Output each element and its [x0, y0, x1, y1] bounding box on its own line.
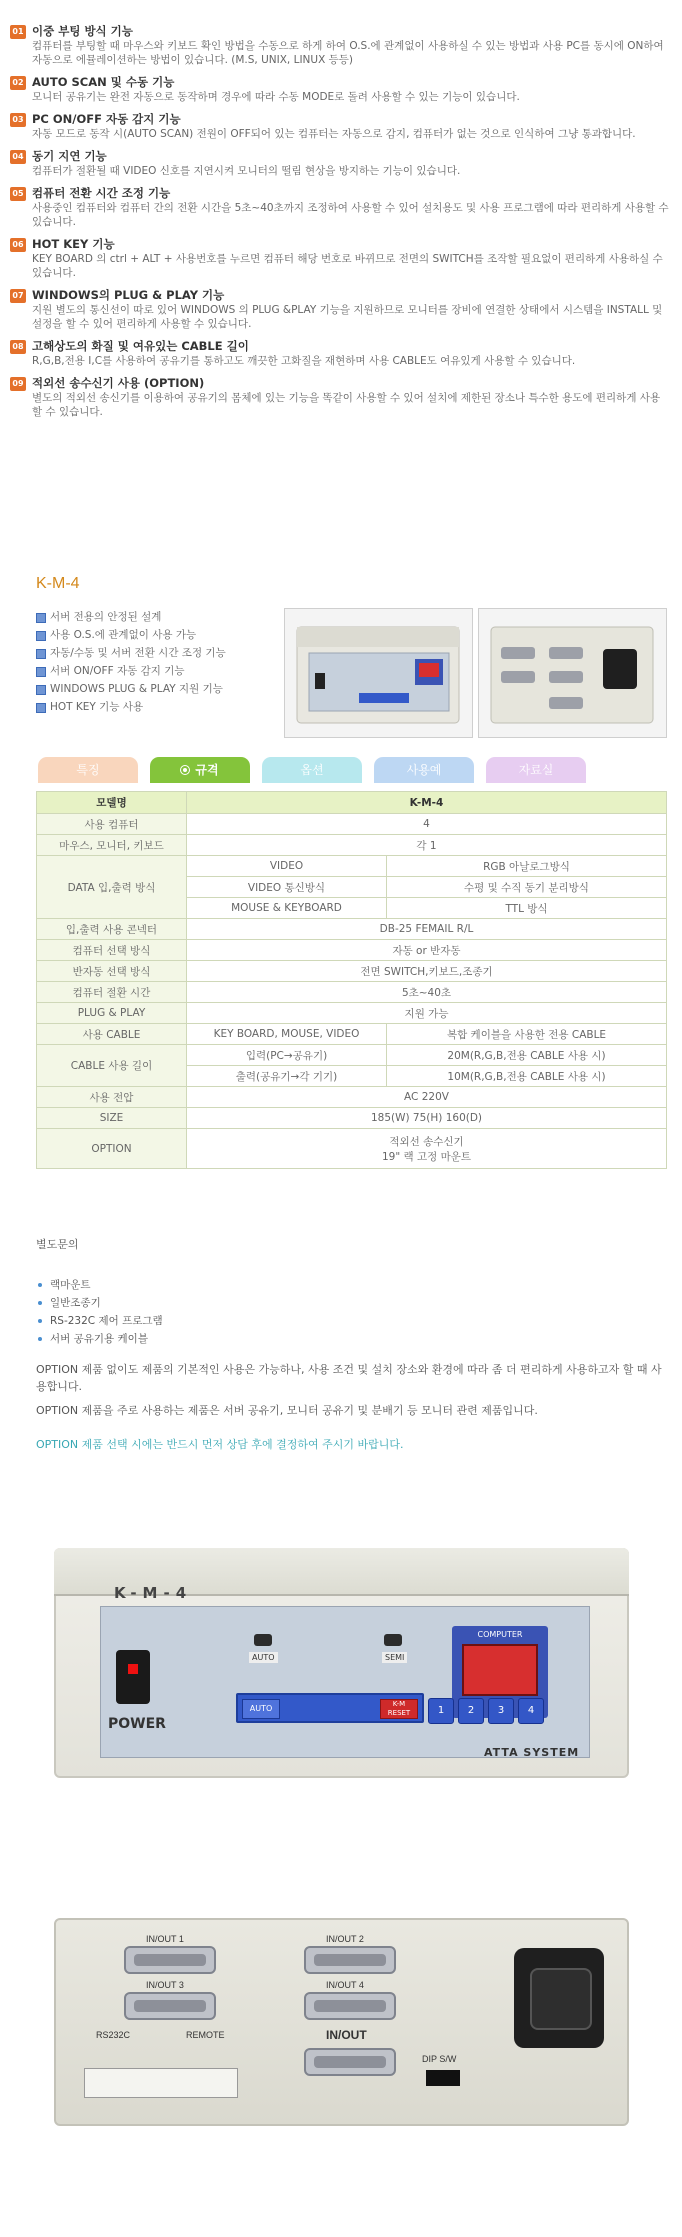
feature-title: PC ON/OFF 자동 감지 기능 [32, 112, 181, 126]
spec-row [37, 1003, 667, 1024]
feature-description: 지원 별도의 통신선이 따로 있어 WINDOWS 의 PLUG &PLAY 기능을 지원하므로 모니터를 장비에 연결한 상태에서 시스템을 INSTALL 및 설정을 할 수 있어 편리하게 사용할 수 있습니다. [32, 304, 663, 330]
spec-option-line: 19" 랙 고정 마운트 [381, 1150, 472, 1163]
port-label: IN/OUT [326, 2028, 367, 2042]
db25-port-icon [304, 1946, 396, 1974]
spec-value: 10M(R,G,B,전용 CABLE 사용 시) [387, 1066, 667, 1087]
rs232-remote-plate [84, 2068, 238, 2098]
tab-usage[interactable]: 사용예 [374, 757, 474, 783]
front-thumbnail-image [289, 613, 468, 733]
spec-value [187, 1129, 667, 1169]
spec-value: DB-25 FEMAIL R/L [187, 919, 667, 940]
spec-value: 5초~40초 [187, 982, 667, 1003]
back-thumbnail[interactable] [478, 608, 667, 738]
db25-port-icon [124, 1992, 216, 2020]
db25-port-icon [304, 1992, 396, 2020]
option-item: 일반조종기 [36, 1294, 163, 1312]
product-title: K-M-4 [36, 575, 80, 592]
spec-label: SIZE [37, 1108, 187, 1129]
computer-button-4: 4 [518, 1698, 544, 1724]
product-bullet-list [36, 608, 281, 716]
feature-description: 컴퓨터가 절환될 때 VIDEO 신호를 지연시켜 모니터의 떨림 현상을 방지하는 기능이 있습니다. [32, 165, 461, 177]
spec-row [37, 982, 667, 1003]
db25-port-icon [124, 1946, 216, 1974]
spec-label: 컴퓨터 선택 방식 [37, 940, 187, 961]
feature-item [10, 376, 670, 419]
section-heading: 별도문의 [36, 1238, 79, 1251]
product-bullet: WINDOWS PLUG & PLAY 지원 기능 [36, 680, 281, 698]
feature-description: 모니터 공유기는 완전 자동으로 동작하며 경우에 따라 수동 MODE로 돌려 사용할 수 있는 기능이 있습니다. [32, 91, 520, 103]
feature-item [10, 24, 670, 67]
mode-button-strip [236, 1693, 424, 1723]
spec-value: VIDEO [187, 856, 387, 877]
option-item: 랙마운트 [36, 1276, 163, 1294]
spec-header-row [37, 792, 667, 814]
tab-options[interactable]: 옵션 [262, 757, 362, 783]
feature-item [10, 339, 670, 368]
spec-value: RGB 아날로그방식 [387, 856, 667, 877]
spec-row [37, 919, 667, 940]
feature-number-badge: 09 [10, 377, 26, 391]
spec-label: DATA 입,출력 방식 [37, 856, 187, 919]
computer-button-3: 3 [488, 1698, 514, 1724]
tab-specs[interactable] [150, 757, 250, 783]
port-label: IN/OUT 4 [326, 1980, 364, 1990]
spec-value: AC 220V [187, 1087, 667, 1108]
computer-button-1: 1 [428, 1698, 454, 1724]
spec-label: 입,출력 사용 콘넥터 [37, 919, 187, 940]
spec-table [36, 791, 667, 1169]
reset-button: K-M RESET [380, 1699, 418, 1719]
feature-title: HOT KEY 기능 [32, 237, 115, 251]
spec-value: MOUSE & KEYBOARD [187, 898, 387, 919]
feature-number-badge: 05 [10, 187, 26, 201]
spec-row [37, 856, 667, 877]
spec-row [37, 940, 667, 961]
tab-specs-label: 규격 [195, 763, 219, 777]
feature-item [10, 149, 670, 178]
tab-features[interactable]: 특징 [38, 757, 138, 783]
port-label: DIP S/W [422, 2054, 457, 2064]
spec-label: 컴퓨터 절환 시간 [37, 982, 187, 1003]
feature-title: 컴퓨터 전환 시간 조정 기능 [32, 186, 171, 200]
spec-value: 185(W) 75(H) 160(D) [187, 1108, 667, 1129]
spec-value: 입력(PC→공유기) [187, 1045, 387, 1066]
power-inlet-icon [514, 1948, 604, 2048]
spec-row [37, 835, 667, 856]
auto-led-icon [254, 1634, 272, 1646]
feature-number-badge: 06 [10, 238, 26, 252]
feature-item [10, 112, 670, 141]
option-item: RS-232C 제어 프로그램 [36, 1312, 163, 1330]
feature-item [10, 237, 670, 280]
port-label: IN/OUT 2 [326, 1934, 364, 1944]
product-bullet: HOT KEY 기능 사용 [36, 698, 281, 716]
computer-label: COMPUTER [477, 1630, 523, 1639]
spec-row [37, 961, 667, 982]
dip-switch-icon [426, 2070, 460, 2086]
auto-led-label: AUTO [249, 1652, 278, 1663]
spec-label: 반자동 선택 방식 [37, 961, 187, 982]
feature-number-badge: 07 [10, 289, 26, 303]
spec-value: 지원 가능 [187, 1003, 667, 1024]
power-switch [116, 1650, 150, 1704]
port-label: IN/OUT 1 [146, 1934, 184, 1944]
port-label: IN/OUT 3 [146, 1980, 184, 1990]
feature-title: 동기 지연 기능 [32, 149, 107, 163]
feature-number-badge: 08 [10, 340, 26, 354]
spec-value: 전면 SWITCH,키보드,조종기 [187, 961, 667, 982]
feature-item [10, 288, 670, 331]
feature-list [10, 24, 670, 427]
port-label: REMOTE [186, 2030, 225, 2040]
feature-item [10, 75, 670, 104]
feature-description: 별도의 적외선 송신기를 이용하여 공유기의 몸체에 있는 기능을 똑같이 사용할 수 있어 설치에 제한된 장소나 특수한 용도에 편리하게 사용할 수 있습니다. [32, 392, 661, 418]
feature-item [10, 186, 670, 229]
back-thumbnail-image [483, 613, 662, 733]
option-highlight-note: OPTION 제품 선택 시에는 반드시 먼저 상담 후에 결정하여 주시기 바랍니다. [36, 1438, 404, 1451]
feature-number-badge: 01 [10, 25, 26, 39]
option-note: OPTION 제품을 주로 사용하는 제품은 서버 공유기, 모니터 공유기 및 분배기 등 모니터 관련 제품입니다. [36, 1404, 538, 1417]
feature-description: 자동 모드로 동작 시(AUTO SCAN) 전원이 OFF되어 있는 컴퓨터는 자동으로 감지, 컴퓨터가 없는 것으로 인식하여 그냥 통과합니다. [32, 128, 636, 140]
spec-value: 수평 및 수직 동기 분리방식 [387, 877, 667, 898]
feature-number-badge: 02 [10, 76, 26, 90]
spec-value: 출력(공유기→각 기기) [187, 1066, 387, 1087]
product-bullet: 서버 ON/OFF 자동 감지 기능 [36, 662, 281, 680]
spec-value: 20M(R,G,B,전용 CABLE 사용 시) [387, 1045, 667, 1066]
spec-row [37, 1024, 667, 1045]
brand-label: ATTA SYSTEM [484, 1746, 580, 1759]
spec-value: 4 [187, 814, 667, 835]
spec-value: 복합 케이블을 사용한 전용 CABLE [387, 1024, 667, 1045]
product-bullet: 서버 전용의 안정된 설계 [36, 608, 281, 626]
semi-led-label: SEMI [382, 1652, 407, 1663]
option-item: 서버 공유기용 케이블 [36, 1330, 163, 1348]
auto-button: AUTO [242, 1699, 280, 1719]
spec-value: VIDEO 통신방식 [187, 877, 387, 898]
option-list [36, 1276, 163, 1348]
spec-label: OPTION [37, 1129, 187, 1169]
db25-port-icon [304, 2048, 396, 2076]
spec-row [37, 1129, 667, 1169]
spec-row [37, 1108, 667, 1129]
computer-number-display [462, 1644, 538, 1696]
spec-value: 각 1 [187, 835, 667, 856]
feature-title: 고해상도의 화질 및 여유있는 CABLE 길이 [32, 339, 249, 353]
device-front-photo [54, 1548, 629, 1778]
spec-label: 사용 CABLE [37, 1024, 187, 1045]
spec-row [37, 1087, 667, 1108]
product-bullet: 사용 O.S.에 관계없이 사용 가능 [36, 626, 281, 644]
device-back-photo [54, 1918, 629, 2126]
semi-led-icon [384, 1634, 402, 1646]
tab-downloads[interactable]: 자료실 [486, 757, 586, 783]
front-thumbnail[interactable] [284, 608, 473, 738]
device-model-label: K-M-4 [114, 1584, 193, 1602]
feature-description: R,G,B,전용 I,C를 사용하여 공유기를 통하고도 깨끗한 고화질을 재현하며 사용 CABLE도 여유있게 사용할 수 있습니다. [32, 355, 576, 367]
spec-label: 사용 전압 [37, 1087, 187, 1108]
spec-row [37, 814, 667, 835]
option-note: OPTION 제품 없이도 제품의 기본적인 사용은 가능하나, 사용 조건 및 설치 장소와 환경에 따라 좀 더 편리하게 사용하고자 할 때 사용합니다. [36, 1363, 662, 1393]
tab-bar [36, 757, 666, 783]
spec-label: 사용 컴퓨터 [37, 814, 187, 835]
feature-description: 컴퓨터를 부팅할 때 마우스와 키보드 확인 방법을 수동으로 하게 하여 O.S.에 관계없이 사용하실 수 있는 방법과 사용 PC를 동시에 ON하여 자동으로 에뮬레이션하는 방법이 있습니다. (M.S, UNIX, LINUX 등등) [32, 40, 664, 66]
spec-label: PLUG & PLAY [37, 1003, 187, 1024]
spec-label: 마우스, 모니터, 키보드 [37, 835, 187, 856]
feature-title: WINDOWS의 PLUG & PLAY 기능 [32, 288, 225, 302]
feature-title: 적외선 송수신기 사용 (OPTION) [32, 376, 205, 390]
spec-label: CABLE 사용 길이 [37, 1045, 187, 1087]
spec-header-cell: 모델명 [37, 792, 187, 814]
feature-number-badge: 04 [10, 150, 26, 164]
product-bullet: 자동/수동 및 서버 전환 시간 조정 기능 [36, 644, 281, 662]
computer-button-2: 2 [458, 1698, 484, 1724]
spec-option-line: 적외선 송수신기 [389, 1135, 464, 1148]
spec-header-cell: K-M-4 [187, 792, 667, 814]
spec-value: KEY BOARD, MOUSE, VIDEO [187, 1024, 387, 1045]
spec-row [37, 1045, 667, 1066]
feature-title: 이중 부팅 방식 기능 [32, 24, 133, 38]
power-label: POWER [108, 1716, 166, 1732]
selected-dot-icon [181, 766, 189, 774]
spec-value: TTL 방식 [387, 898, 667, 919]
feature-number-badge: 03 [10, 113, 26, 127]
port-label: RS232C [96, 2030, 131, 2040]
spec-value: 자동 or 반자동 [187, 940, 667, 961]
feature-title: AUTO SCAN 및 수동 기능 [32, 75, 175, 89]
feature-description: KEY BOARD 의 ctrl + ALT + 사용번호를 누르면 컴퓨터 해당 번호로 바뀌므로 전면의 SWITCH를 조작할 필요없이 편리하게 사용하실 수 있습니다. [32, 253, 663, 279]
feature-description: 사용중인 컴퓨터와 컴퓨터 간의 전환 시간을 5초~40초까지 조정하여 사용할 수 있어 설치용도 및 사용 프로그램에 따라 편리하게 사용할 수 있습니다. [32, 202, 669, 228]
